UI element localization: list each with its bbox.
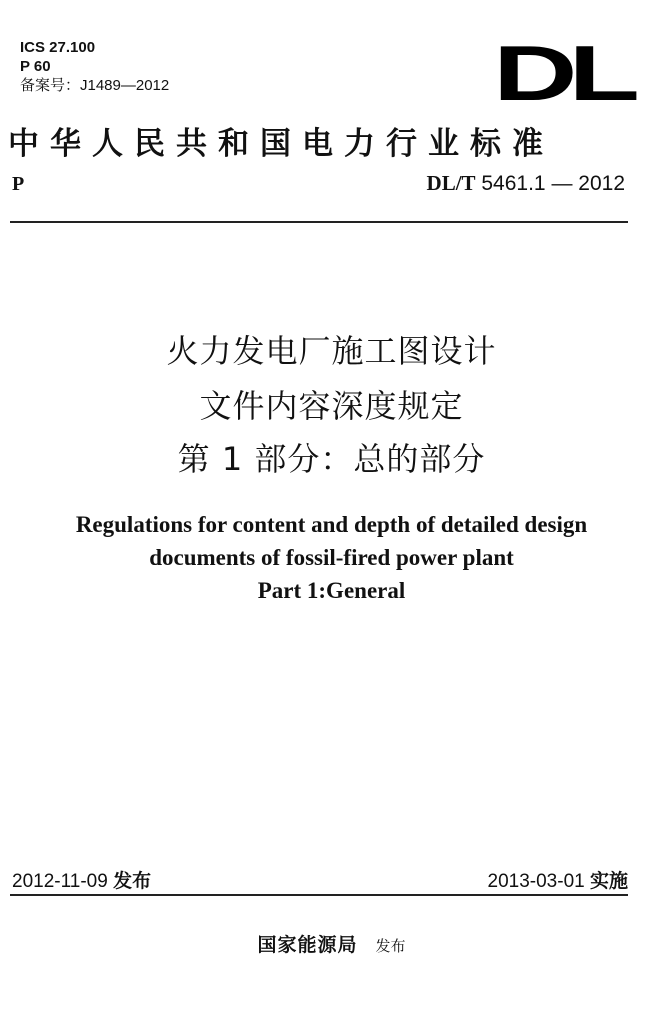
title-en-line-2: documents of fossil-fired power plant (149, 545, 514, 570)
effective-date-value: 2013-03-01 (487, 871, 590, 892)
title-en-line-3: Part 1:General (257, 578, 406, 603)
issuer-line (0, 930, 663, 957)
industry-standard-title: 中华人民共和国电力行业标准 (8, 126, 554, 162)
classification-letter: P (12, 173, 25, 195)
dl-logo: DL (493, 29, 631, 117)
effective-date (488, 866, 628, 893)
title-cn-line-2: 文件内容深度规定 (199, 387, 464, 425)
ics-code: ICS 27.100 (20, 39, 96, 56)
top-divider (10, 221, 628, 223)
title-en-line-1: Regulations for content and depth of detailed design (75, 512, 588, 537)
record-number: 备案号：J1489—2012 (20, 77, 170, 94)
effective-date-label: 实施 (589, 870, 628, 892)
issuer-organization: 国家能源局 (257, 934, 358, 956)
title-cn-line-3: 第 1 部分：总的部分 (177, 440, 486, 478)
standard-number-value: 5461.1 — 2012 (475, 172, 625, 195)
bottom-divider (10, 894, 628, 896)
issue-date-label: 发布 (113, 870, 152, 892)
title-cn-line-1: 火力发电厂施工图设计 (166, 332, 497, 370)
standard-number-prefix: DL/T (426, 171, 476, 195)
issuer-action: 发布 (375, 937, 406, 955)
issue-date (12, 866, 151, 893)
standard-number (427, 171, 625, 196)
classification-block (20, 38, 169, 95)
ccs-code: P 60 (20, 58, 51, 75)
issue-date-value: 2012-11-09 (12, 871, 114, 892)
